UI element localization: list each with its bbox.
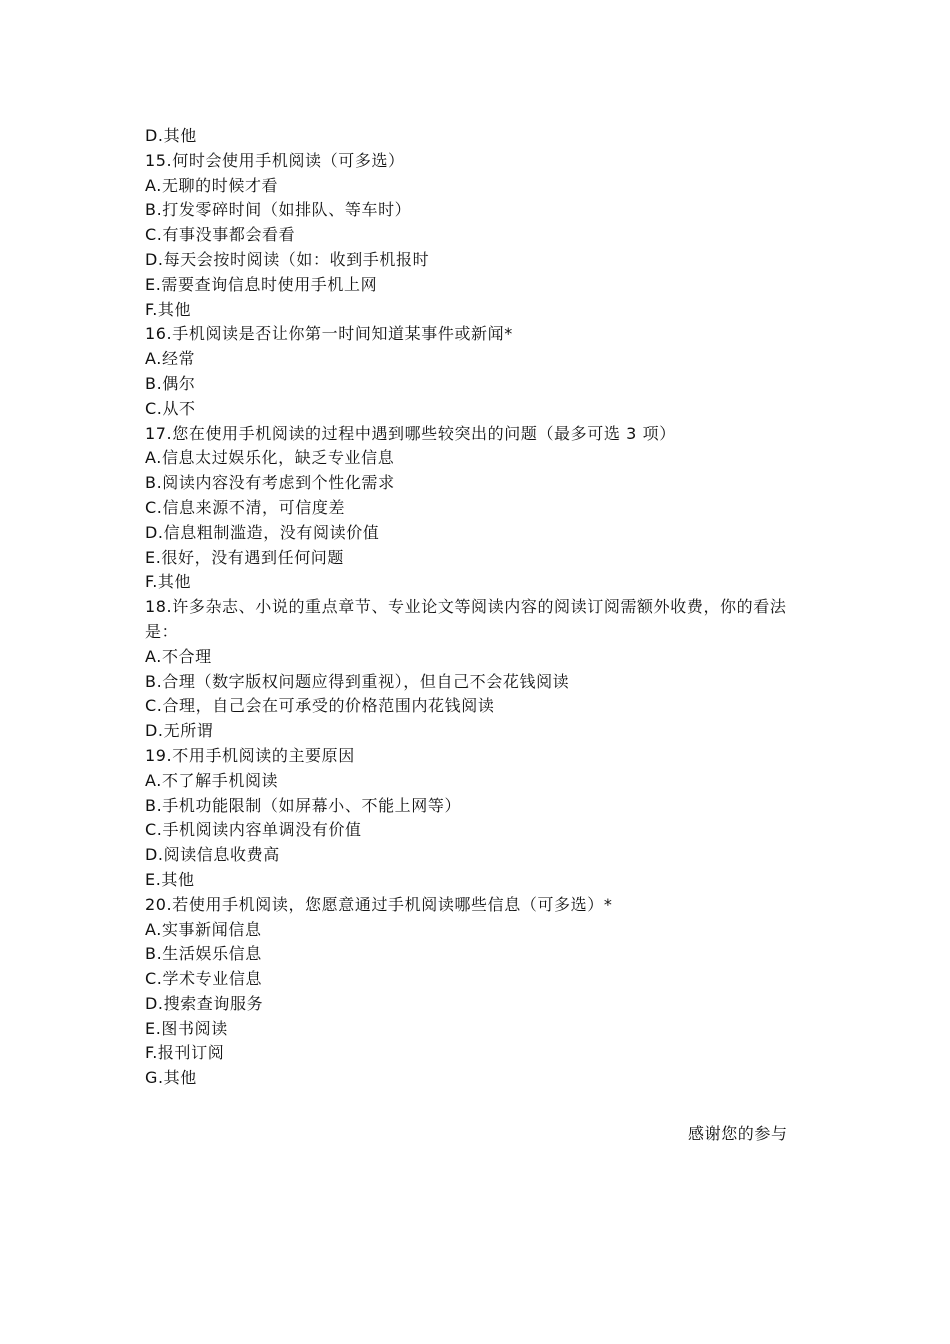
question-18: 18.许多杂志、小说的重点章节、专业论文等阅读内容的阅读订阅需额外收费，你的看法是： [145,597,787,641]
option-20d: D.搜索查询服务 [145,993,264,1013]
option-17b: B.阅读内容没有考虑到个性化需求 [145,473,395,493]
option-19d: D.阅读信息收费高 [145,845,280,865]
option-15d: D.每天会按时阅读（如：收到手机报时 [145,249,430,269]
question-20: 20.若使用手机阅读，您愿意通过手机阅读哪些信息（可多选）* [145,894,613,914]
option-15e: E.需要查询信息时使用手机上网 [145,274,378,294]
thank-you-note: 感谢您的参与 [688,1124,788,1143]
option-19a: A.不了解手机阅读 [145,770,279,790]
option-20c: C.学术专业信息 [145,969,263,989]
option-17d: D.信息粗制滥造，没有阅读价值 [145,522,380,542]
option-20g: G.其他 [145,1068,197,1088]
option-19e: E.其他 [145,869,195,889]
survey-body [145,124,825,1091]
option-14d: D.其他 [145,126,197,145]
option-19c: C.手机阅读内容单调没有价值 [145,820,362,840]
option-19b: B.手机功能限制（如屏幕小、不能上网等） [145,795,462,815]
option-18c: C.合理，自己会在可承受的价格范围内花钱阅读 [145,696,495,716]
option-18d: D.无所谓 [145,721,214,741]
option-20f: F.报刊订阅 [145,1043,225,1063]
question-19: 19.不用手机阅读的主要原因 [145,745,355,765]
option-16b: B.偶尔 [145,373,196,393]
option-17c: C.信息来源不清，可信度差 [145,497,346,517]
question-16: 16.手机阅读是否让你第一时间知道某事件或新闻* [145,324,513,344]
option-20b: B.生活娱乐信息 [145,944,262,964]
option-15f: F.其他 [145,299,192,319]
option-20a: A.实事新闻信息 [145,919,262,939]
option-18b: B.合理（数字版权问题应得到重视），但自己不会花钱阅读 [145,671,570,691]
option-17e: E.很好，没有遇到任何问题 [145,547,344,567]
option-20e: E.图书阅读 [145,1018,228,1038]
option-15a: A.无聊的时候才看 [145,175,279,195]
option-17f: F.其他 [145,572,192,592]
option-16a: A.经常 [145,349,196,369]
option-15c: C.有事没事都会看看 [145,225,296,245]
option-16c: C.从不 [145,398,196,418]
question-17: 17.您在使用手机阅读的过程中遇到哪些较突出的问题（最多可选 3 项） [145,423,676,443]
option-15b: B.打发零碎时间（如排队、等车时） [145,200,412,220]
option-18a: A.不合理 [145,646,212,666]
option-17a: A.信息太过娱乐化，缺乏专业信息 [145,448,395,468]
question-15: 15.何时会使用手机阅读（可多选） [145,150,405,170]
